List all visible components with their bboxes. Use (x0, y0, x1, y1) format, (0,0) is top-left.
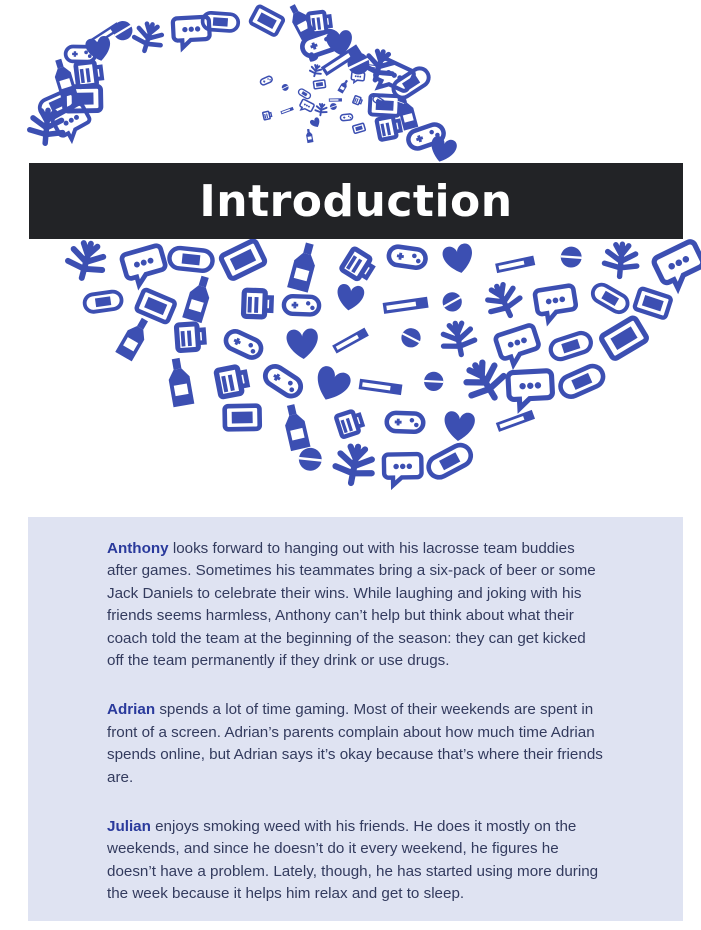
gamepad-icon (223, 328, 264, 360)
gamepad-icon (340, 114, 353, 121)
handheld-icon (425, 441, 475, 481)
heart-icon (286, 328, 319, 360)
story-name: Julian (107, 818, 151, 836)
mug-icon (216, 365, 249, 397)
handheld-icon (84, 290, 123, 312)
pill-icon (439, 289, 465, 315)
pill-icon (110, 17, 136, 43)
cig-icon (360, 380, 400, 393)
heart-icon (309, 117, 322, 130)
leaf-icon (65, 239, 108, 282)
pill-icon (329, 102, 338, 111)
gamepad-icon (284, 296, 320, 315)
handheld-icon (297, 88, 311, 100)
tablet-icon (600, 317, 648, 360)
bottle-icon (337, 79, 349, 94)
mug-icon (243, 290, 271, 317)
bubble-icon (298, 99, 314, 114)
story-name: Adrian (107, 701, 156, 719)
bottle-icon (281, 403, 311, 451)
cig-icon (281, 107, 293, 113)
story-text: looks forward to hanging out with his lacrosse team buddies after games. Sometimes his teammates bring a six-pack of beer or some Jack Daniels to celebrate their wins. While laughing and joking with his friends seems harmless, Anthony can’t help but think about what their coach told the team at the beginning of the season: they can get kicked off the team permanently if they drink or use drugs. (107, 540, 596, 670)
mug-icon (376, 115, 401, 140)
bubble-icon (508, 371, 553, 409)
heart-icon (335, 283, 365, 312)
cig-icon (498, 412, 534, 430)
heart-icon (427, 135, 458, 166)
leaf-icon (309, 64, 323, 78)
title-banner (29, 163, 683, 239)
cig-icon (384, 299, 426, 313)
pill-icon (281, 83, 290, 92)
pill-icon (424, 371, 444, 391)
pill-icon (298, 447, 323, 472)
handheld-icon (557, 363, 606, 400)
bubble-icon (534, 285, 577, 323)
bubble-icon (652, 240, 701, 292)
pill-icon (398, 325, 424, 351)
bottle-icon (305, 129, 313, 144)
story-text: spends a lot of time gaming. Most of their weekends are spent in front of a screen. Adrian’s parents complain about how much time Adrian spends online, but Adrian says it’s okay because that’s where their friends are. (107, 701, 603, 786)
bottle-icon (287, 241, 320, 293)
cig-icon (334, 329, 367, 351)
heart-icon (310, 364, 353, 406)
mug-icon (176, 323, 205, 350)
handheld-icon (548, 331, 593, 362)
bubble-icon (384, 454, 422, 485)
leaf-icon (315, 103, 328, 116)
heart-icon (84, 35, 113, 63)
leaf-icon (459, 356, 510, 407)
cig-icon (329, 99, 341, 101)
story-adrian (107, 699, 603, 789)
leaf-icon (482, 280, 525, 323)
tablet-icon (225, 406, 260, 430)
cig-icon (497, 257, 534, 271)
handheld-icon (590, 281, 631, 315)
leaf-icon (131, 20, 165, 54)
pill-icon (560, 246, 582, 268)
page-title: Introduction (199, 175, 513, 227)
tablet-icon (220, 240, 266, 280)
tablet-icon (634, 288, 671, 319)
story-julian (107, 816, 603, 906)
tablet-icon (352, 123, 365, 133)
bottle-icon (182, 274, 215, 323)
tablet-icon (136, 289, 176, 323)
heart-icon (443, 411, 476, 443)
handheld-icon (168, 247, 213, 272)
story-text: enjoys smoking weed with his friends. He does it mostly on the weekends, and since he doesn’t do it every weekend, he figures he doesn’t have a problem. Lately, though, he has started using more during the week because it helps him relax and get to sleep. (107, 818, 599, 903)
stories-panel (28, 517, 683, 921)
mug-icon (263, 111, 272, 120)
bottle-icon (115, 315, 153, 362)
bubble-icon (495, 324, 543, 367)
story-name: Anthony (107, 540, 169, 557)
tablet-icon (250, 5, 284, 35)
gamepad-icon (262, 363, 305, 400)
tablet-icon (313, 80, 325, 89)
leaf-icon (333, 443, 376, 486)
leaf-icon (440, 320, 477, 357)
gamepad-icon (388, 246, 427, 269)
heart-icon (441, 242, 476, 276)
bottle-icon (50, 57, 77, 98)
story-anthony (107, 538, 603, 672)
bubble-icon (121, 245, 169, 288)
gamepad-icon (386, 413, 423, 433)
bottle-icon (165, 357, 194, 407)
mug-icon (341, 248, 376, 283)
gamepad-icon (260, 75, 274, 86)
bubble-icon (173, 17, 211, 49)
mug-icon (76, 61, 103, 87)
mug-icon (336, 409, 365, 437)
leaf-icon (603, 243, 638, 278)
mug-icon (353, 96, 363, 106)
